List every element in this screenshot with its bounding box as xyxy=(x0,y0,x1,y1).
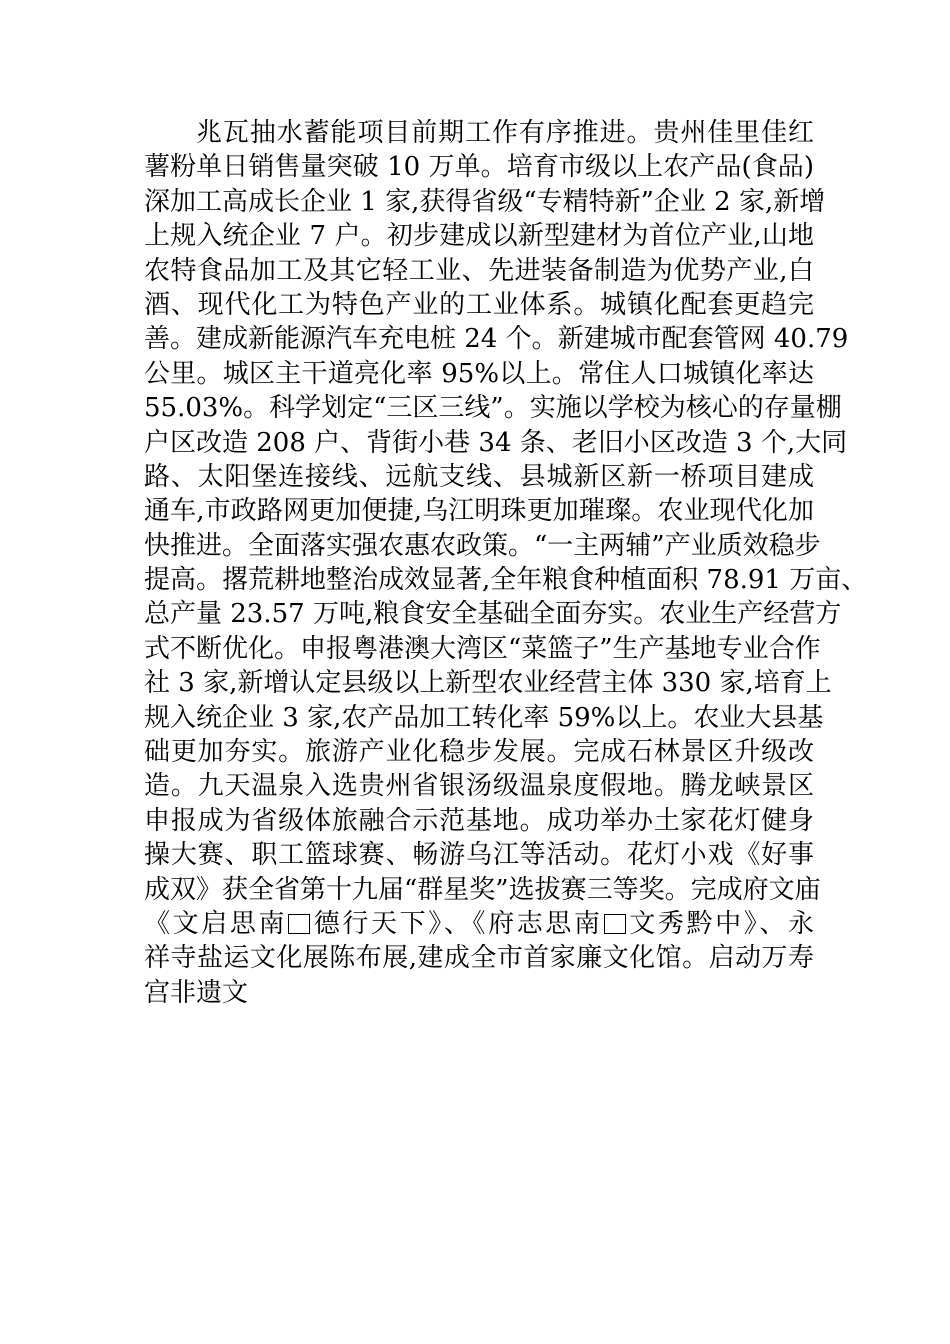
text-fragment: 《文启思南 xyxy=(144,908,288,939)
text-fragment: 德行天下》、《府志思南 xyxy=(311,908,603,939)
text-line: 酒、现代化工为特色产业的工业体系。城镇化配套更趋完 xyxy=(144,289,814,320)
text-line: 公里。城区主干道亮化率 95%以上。常住人口城镇化率达 xyxy=(144,358,814,389)
text-line: 薯粉单日销售量突破 10 万单。培育市级以上农产品(食品) xyxy=(144,152,814,183)
text-line: 造。九天温泉入选贵州省银汤级温泉度假地。腾龙峡景区 xyxy=(144,771,814,802)
text-line: 申报成为省级体旅融合示范基地。成功举办土家花灯健身 xyxy=(144,805,814,836)
text-line-with-glyphs xyxy=(144,907,814,941)
text-line: 通车,市政路网更加便捷,乌江明珠更加璀璨。农业现代化加 xyxy=(144,496,814,527)
text-line: 兆瓦抽水蓄能项目前期工作有序推进。贵州佳里佳红 xyxy=(196,118,814,148)
text-line: 社 3 家,新增认定县级以上新型农业经营主体 330 家,培育上 xyxy=(144,668,832,699)
text-line: 55.03%。科学划定“三区三线”。实施以学校为核心的存量棚 xyxy=(144,393,842,424)
text-line: 路、太阳堡连接线、远航支线、县城新区新一桥项目建成 xyxy=(144,461,814,492)
text-line: 祥寺盐运文化展陈布展,建成全市首家廉文化馆。启动万寿 xyxy=(144,943,814,974)
text-line: 成双》获全省第十九届“群星奖”选拔赛三等奖。完成府文庙 xyxy=(144,874,821,905)
text-line: 础更加夯实。旅游产业化稳步发展。完成石林景区升级改 xyxy=(144,737,814,768)
text-line: 快推进。全面落实强农惠农政策。“一主两辅”产业质效稳步 xyxy=(144,530,821,561)
missing-glyph-box-icon xyxy=(604,914,626,934)
text-line: 规入统企业 3 家,农产品加工转化率 59%以上。农业大县基 xyxy=(144,702,824,733)
text-line: 深加工高成长企业 1 家,获得省级“专精特新”企业 2 家,新增 xyxy=(144,186,826,217)
text-line: 提高。撂荒耕地整治成效显著,全年粮食种植面积 78.91 万亩、 xyxy=(144,565,868,596)
text-line: 农特食品加工及其它轻工业、先进装备制造为优势产业,白 xyxy=(144,255,814,286)
text-line: 善。建成新能源汽车充电桩 24 个。新建城市配套管网 40.79 xyxy=(144,324,849,355)
text-line: 总产量 23.57 万吨,粮食安全基础全面夯实。农业生产经营方 xyxy=(144,599,842,630)
text-line: 上规入统企业 7 户。初步建成以新型建材为首位产业,山地 xyxy=(144,221,814,252)
body-paragraph xyxy=(144,116,868,1010)
text-line: 式不断优化。申报粤港澳大湾区“菜篮子”生产基地专业合作 xyxy=(144,633,821,664)
text-line: 户区改造 208 户、背街小巷 34 条、老旧小区改造 3 个,大同 xyxy=(144,427,848,458)
text-line: 操大赛、职工篮球赛、畅游乌江等活动。花灯小戏《好事 xyxy=(144,840,814,871)
text-fragment: 文秀黔中》、永 xyxy=(626,908,814,939)
missing-glyph-box-icon xyxy=(288,914,310,934)
text-line: 宫非遗文 xyxy=(144,977,249,1008)
